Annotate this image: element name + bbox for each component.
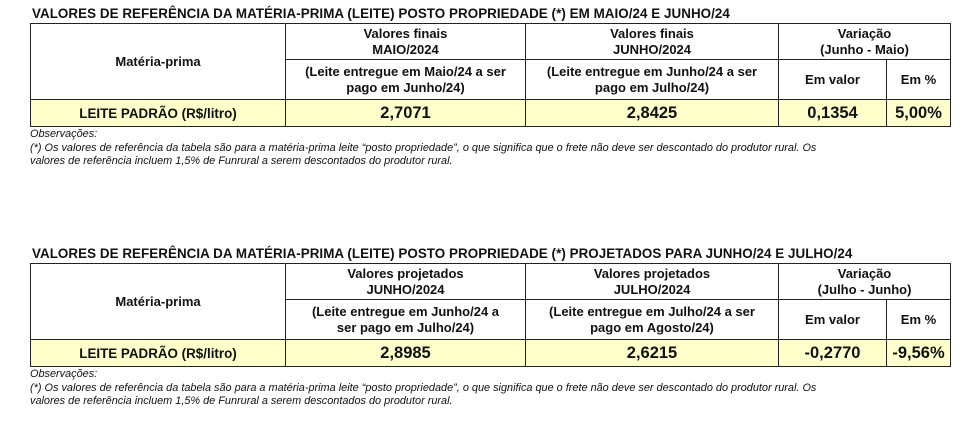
projected-values-table (30, 263, 951, 367)
header-variation (779, 24, 951, 60)
header-variation-sub: (Julho - Junho) (817, 281, 912, 297)
header-col-a-sub-line-1: (Leite entregue em Maio/24 a ser (305, 63, 506, 79)
header-em-pct: Em % (887, 60, 951, 100)
header-col-a (286, 264, 526, 300)
diff-pct: 5,00% (887, 100, 951, 127)
header-col-b-sub-line-1: (Leite entregue em Julho/24 a ser (549, 303, 755, 319)
value-b: 2,8425 (526, 100, 779, 127)
observations-line-1: (*) Os valores de referência da tabela são para a matéria-prima leite “posto propriedade”, o que significa que o frete não deve ser descontado do produtor rural. Os (30, 141, 817, 154)
header-col-b (526, 24, 779, 60)
row-label: LEITE PADRÃO (R$/litro) (31, 340, 286, 367)
header-col-b-sub (526, 60, 779, 100)
reference-values-table (30, 23, 951, 127)
header-variation-sub: (Junho - Maio) (820, 41, 909, 57)
table-row (31, 100, 951, 127)
table-title: VALORES DE REFERÊNCIA DA MATÉRIA-PRIMA (LEITE) POSTO PROPRIEDADE (*) EM MAIO/24 E JUNHO/24 (32, 6, 730, 21)
header-col-b (526, 264, 779, 300)
observations-line-2: valores de referência incluem 1,5% de Funrural a serem descontados do produtor rural. (30, 155, 453, 168)
observations-line-2: valores de referência incluem 1,5% de Funrural a serem descontados do produtor rural. (30, 395, 453, 408)
header-col-b-title: Valores finais (610, 25, 694, 41)
observations (30, 128, 950, 169)
header-col-a-month: MAIO/2024 (372, 41, 439, 57)
header-col-a-sub (286, 300, 526, 340)
table-row (31, 340, 951, 367)
diff-value: 0,1354 (779, 100, 887, 127)
header-materia-prima: Matéria-prima (31, 24, 286, 100)
observations-label: Observações: (30, 128, 98, 140)
header-col-a-title: Valores finais (363, 25, 448, 41)
table-section-2 (30, 246, 950, 409)
header-em-valor: Em valor (779, 300, 887, 340)
header-col-a-title: Valores projetados (347, 265, 464, 281)
header-materia-prima: Matéria-prima (31, 264, 286, 340)
diff-pct: -9,56% (887, 340, 951, 367)
header-col-a-sub-line-2: ser pago em Julho/24) (336, 319, 475, 335)
header-col-b-sub (526, 300, 779, 340)
value-a: 2,7071 (286, 100, 526, 127)
header-variation-title: Variação (837, 25, 892, 41)
table-title: VALORES DE REFERÊNCIA DA MATÉRIA-PRIMA (LEITE) POSTO PROPRIEDADE (*) PROJETADOS PARA JUNHO/24 E JULHO/24 (32, 246, 853, 261)
header-col-b-sub-line-1: (Leite entregue em Junho/24 a ser (546, 63, 758, 79)
header-col-a-sub (286, 60, 526, 100)
header-col-b-month: JULHO/2024 (613, 281, 691, 297)
header-col-b-month: JUNHO/2024 (612, 41, 692, 57)
observations-line-1: (*) Os valores de referência da tabela são para a matéria-prima leite “posto propriedade”, o que significa que o frete não deve ser descontado do produtor rural. Os (30, 381, 817, 394)
observations (30, 368, 950, 409)
header-variation (779, 264, 951, 300)
header-variation-title: Variação (837, 265, 892, 281)
header-col-b-sub-line-2: pago em Julho/24) (594, 79, 710, 95)
diff-value: -0,2770 (779, 340, 887, 367)
value-b: 2,6215 (526, 340, 779, 367)
row-label: LEITE PADRÃO (R$/litro) (31, 100, 286, 127)
header-em-valor: Em valor (779, 60, 887, 100)
table-section-1 (30, 6, 950, 169)
header-col-a-month: JUNHO/2024 (366, 281, 445, 297)
header-col-a-sub-line-2: pago em Junho/24) (346, 79, 465, 95)
header-col-b-title: Valores projetados (593, 265, 711, 281)
value-a: 2,8985 (286, 340, 526, 367)
header-em-pct: Em % (887, 300, 951, 340)
header-col-a-sub-line-1: (Leite entregue em Junho/24 a (311, 303, 500, 319)
header-col-a (286, 24, 526, 60)
observations-label: Observações: (30, 368, 98, 380)
header-col-b-sub-line-2: pago em Agosto/24) (590, 319, 714, 335)
